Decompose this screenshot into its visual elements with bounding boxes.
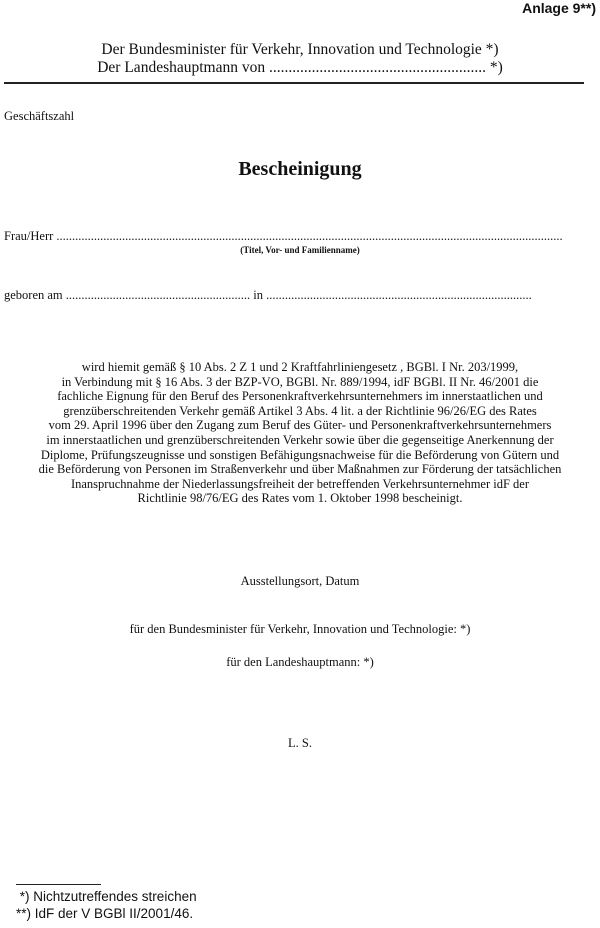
body-line: Inanspruchnahme der Niederlassungsfreiheit der betreffenden Verkehrsunternehmer idF der [70, 476, 530, 491]
reference-number-label: Geschäftszahl [4, 109, 75, 123]
body-line: wird hiemit gemäß § 10 Abs. 2 Z 1 und 2 Kraftfahrliniengesetz , BGBl. I Nr. 203/1999, [81, 360, 519, 374]
header-divider [4, 82, 584, 84]
seal-label: L. S. [288, 736, 312, 750]
body-line: Richtlinie 98/76/EG des Rates vom 1. Oktober 1998 bescheinigt. [137, 491, 463, 506]
birth-field-line: geboren am ........................................................... in ..................................................................................... [4, 288, 532, 302]
body-line: in Verbindung mit § 16 Abs. 3 der BZP-VO, BGBl. Nr. 889/1994, idF BGBl. II Nr. 46/2001 die [61, 374, 539, 389]
certificate-body [0, 360, 600, 506]
footnote-1: *) Nichtzutreffendes streichen [16, 889, 197, 904]
governor-signature-line: für den Landeshauptmann: *) [226, 655, 374, 669]
body-line: im innerstaatlichen und grenzüberschreitenden Verkehr sowie über die gegenseitige Anerkennung der [46, 432, 554, 447]
name-field-line: Frau/Herr .................................................................................................................................................................. [4, 229, 563, 243]
body-line: Diplome, Prüfungszeugnisse und sonstigen Befähigungsnachweise für die Beförderung von Gütern und [40, 447, 560, 462]
body-line: grenzüberschreitenden Verkehr gemäß Artikel 3 Abs. 4 lit. a der Richtlinie 96/26/EG des Rates [63, 403, 537, 418]
minister-signature-line: für den Bundesminister für Verkehr, Innovation und Technologie: *) [129, 622, 471, 636]
body-line: vom 29. April 1996 über den Zugang zum Beruf des Güter- und Personenkraftverkehrsunternehmers [48, 418, 552, 433]
body-line: die Beförderung von Personen im Straßenverkehr und über Maßnahmen zur Förderung der tatsächlichen [38, 462, 562, 477]
place-date-label: Ausstellungsort, Datum [240, 574, 360, 588]
footnote-2: **) IdF der V BGBl II/2001/46. [16, 906, 194, 921]
name-field-hint: (Titel, Vor- und Familienname) [240, 245, 360, 255]
document-title: Bescheinigung [238, 158, 362, 180]
header-minister: Der Bundesminister für Verkehr, Innovation und Technologie *) [101, 41, 499, 58]
annex-label: Anlage 9**) [522, 0, 596, 16]
header-governor: Der Landeshauptmann von ........................................................ *) [97, 59, 503, 76]
body-line: fachliche Eignung für den Beruf des Personenkraftverkehrsunternehmers im innerstaatlichen und [57, 389, 543, 404]
footnote-divider [16, 884, 101, 885]
